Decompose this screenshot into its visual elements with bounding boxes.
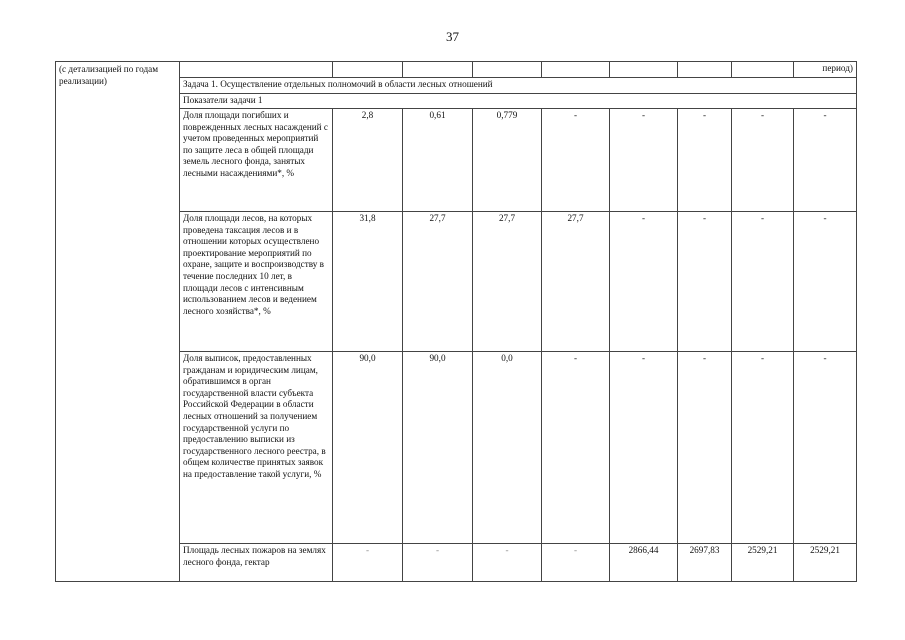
value-cell: - [473,544,542,582]
value-cell: 2,8 [333,109,403,212]
value-cell: - [542,352,610,544]
value-cell: - [732,352,794,544]
value-cell: 27,7 [542,212,610,352]
value-cell: - [732,212,794,352]
header-cell-period: период) [794,62,857,78]
value-cell: 0,0 [473,352,542,544]
indicator-description: Доля выписок, предоставленных гражданам и юридическим лицам, обратившимся в орган государственной власти субъекта Российской Федерации в области лесных отношений за получением государственной услуги по предоставлению выписки из государственного лесного реестра, в общем количестве принятых заявок на предоставление такой услуги, % [180,352,333,544]
value-cell: - [610,212,678,352]
value-cell: - [333,544,403,582]
value-cell: 90,0 [403,352,473,544]
header-cell [678,62,732,78]
value-cell: - [794,352,857,544]
header-cell [333,62,403,78]
value-cell: - [732,109,794,212]
page-number: 37 [446,29,459,44]
header-cell [180,62,333,78]
value-cell: - [403,544,473,582]
value-cell: 90,0 [333,352,403,544]
value-cell: - [794,212,857,352]
header-row [56,62,857,78]
value-cell: - [678,212,732,352]
value-cell: 0,61 [403,109,473,212]
value-cell: - [542,109,610,212]
value-cell: - [678,109,732,212]
value-cell: 27,7 [403,212,473,352]
indicator-description: Площадь лесных пожаров на землях лесного фонда, гектар [180,544,333,582]
indicator-description: Доля площади лесов, на которых проведена таксация лесов и в отношении которых осуществлено проектирование мероприятий по охране, защите и воспроизводству в течение последних 10 лет, в площади лесов с интенсивным использованием лесов и ведением лесного хозяйства*, % [180,212,333,352]
indicators-header: Показатели задачи 1 [180,94,857,109]
value-cell: - [678,352,732,544]
value-cell: 27,7 [473,212,542,352]
header-cell [732,62,794,78]
indicators-table [55,61,857,582]
value-cell: 2529,21 [732,544,794,582]
value-cell: 2866,44 [610,544,678,582]
header-cell [542,62,610,78]
value-cell: - [610,109,678,212]
value-cell: 2529,21 [794,544,857,582]
value-cell: 0,779 [473,109,542,212]
header-cell [473,62,542,78]
value-cell: - [542,544,610,582]
task-header: Задача 1. Осуществление отдельных полномочий в области лесных отношений [180,78,857,94]
left-label: (с детализацией по годам реализации) [59,64,159,86]
value-cell: - [610,352,678,544]
value-cell: 2697,83 [678,544,732,582]
value-cell: 31,8 [333,212,403,352]
value-cell: - [794,109,857,212]
header-cell [610,62,678,78]
indicator-description: Доля площади погибших и поврежденных лесных насаждений с учетом проведенных мероприятий по защите леса в общей площади земель лесного фонда, занятых лесными насаждениями*, % [180,109,333,212]
header-cell [403,62,473,78]
left-label-cell [56,62,180,582]
